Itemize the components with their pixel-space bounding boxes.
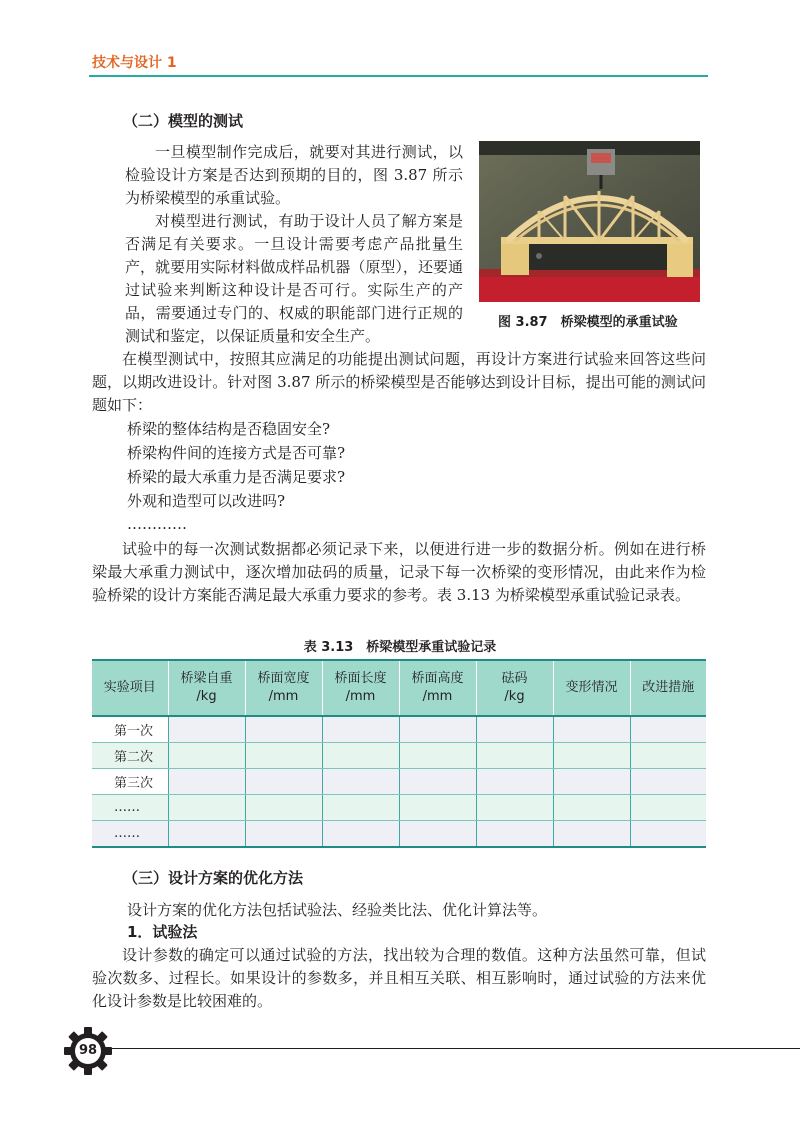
table-cell: [245, 795, 322, 821]
header-rule: [89, 75, 708, 77]
table-cell: [476, 716, 553, 743]
table-cell: [630, 821, 706, 848]
table-cell: [476, 821, 553, 848]
header-cell-deformation: 变形情况: [553, 660, 630, 716]
header-cell-weights: 砝码 /kg: [476, 660, 553, 716]
table-cell: [630, 769, 706, 795]
question-item: 外观和造型可以改进吗?: [127, 492, 286, 510]
paragraph-5: 设计参数的确定可以通过试验的方法，找出较为合理的数值。这种方法虽然可靠，但试验次数多、过程长。如果设计的参数多，并且相互关联、相互影响时，通过试验的方法来优化设计参数是比较困难的。: [92, 946, 706, 1010]
table-cell: [553, 716, 630, 743]
table-cell: [476, 743, 553, 769]
table-cell: [553, 821, 630, 848]
paragraph-1: 一旦模型制作完成后，就要对其进行测试，以检验设计方案是否达到预期的目的，图 3.87 所示为桥梁模型的承重试验。: [125, 143, 463, 207]
paragraph-2: 对模型进行测试，有助于设计人员了解方案是否满足有关要求。一旦设计需要考虑产品批量生产，就要用实际材料做成样品机器（原型），还要通过试验来判断这种设计是否可行。实际生产的产品，需要通过专门的、权威的职能部门进行正规的测试和鉴定，以保证质量和安全生产。: [125, 212, 463, 345]
section-heading-optimization: （三）设计方案的优化方法: [123, 869, 304, 887]
table-cell: [322, 821, 399, 848]
row-label: 第二次: [92, 743, 168, 769]
subheading-trial-method: 1．试验法: [127, 923, 198, 941]
bridge-model-photo: [479, 141, 700, 302]
table-cell: [168, 716, 245, 743]
table-cell: [553, 795, 630, 821]
table-cell: [245, 716, 322, 743]
table-cell: [322, 716, 399, 743]
table-cell: [399, 716, 476, 743]
paragraph-4: 试验中的每一次测试数据都必须记录下来，以便进行进一步的数据分析。例如在进行桥梁最大承重力测试中，逐次增加砝码的质量，记录下每一次桥梁的变形情况，由此来作为检验桥梁的设计方案能否满足最大承重力要求的参考。表 3.13 为桥梁模型承重试验记录表。: [92, 540, 706, 604]
table-cell: [399, 795, 476, 821]
table-cell: [399, 821, 476, 848]
header-cell-test-item: 实验项目: [92, 660, 168, 716]
table-cell: [476, 769, 553, 795]
page-number: 98: [78, 1043, 98, 1058]
header-cell-deck-width: 桥面宽度 /mm: [245, 660, 322, 716]
table-row: [92, 795, 706, 821]
optimization-intro: 设计方案的优化方法包括试验法、经验类比法、优化计算法等。: [127, 901, 548, 919]
table-cell: [553, 769, 630, 795]
table-cell: [630, 743, 706, 769]
header-cell-deck-height: 桥面高度 /mm: [399, 660, 476, 716]
question-item: 桥梁构件间的连接方式是否可靠?: [127, 444, 346, 462]
table-cell: [322, 769, 399, 795]
row-label: 第三次: [92, 769, 168, 795]
table-cell: [168, 769, 245, 795]
table-cell: [630, 795, 706, 821]
test-record-table: [92, 659, 706, 848]
header-cell-improvement: 改进措施: [630, 660, 706, 716]
table-row: [92, 769, 706, 795]
paragraph-3: 在模型测试中，按照其应满足的功能提出测试问题，再设计方案进行试验来回答这些问题，以期改进设计。针对图 3.87 所示的桥梁模型是否能够达到设计目标，提出可能的测试问题如下：: [92, 350, 706, 414]
table-caption: 表 3.13 桥梁模型承重试验记录: [303, 640, 497, 655]
question-item: 桥梁的整体结构是否稳固安全?: [127, 420, 331, 438]
table-cell: [476, 795, 553, 821]
question-ellipsis: …………: [127, 515, 187, 533]
row-label: 第一次: [92, 716, 168, 743]
running-header: 技术与设计 1: [92, 55, 177, 71]
table-row: [92, 716, 706, 743]
table-cell: [245, 821, 322, 848]
table-cell: [630, 716, 706, 743]
table-cell: [322, 795, 399, 821]
question-item: 桥梁的最大承重力是否满足要求?: [127, 468, 346, 486]
header-cell-bridge-weight: 桥梁自重 /kg: [168, 660, 245, 716]
row-label: ……: [92, 821, 168, 848]
table-row: [92, 743, 706, 769]
table-cell: [322, 743, 399, 769]
figure-caption: 图 3.87 桥梁模型的承重试验: [498, 315, 678, 330]
table-cell: [245, 769, 322, 795]
table-cell: [553, 743, 630, 769]
table-cell: [168, 795, 245, 821]
table-header-row: [92, 660, 706, 716]
table-cell: [168, 821, 245, 848]
table-cell: [399, 769, 476, 795]
header-cell-deck-length: 桥面长度 /mm: [322, 660, 399, 716]
footer-rule: [110, 1048, 800, 1049]
section-heading-model-test: （二）模型的测试: [123, 112, 244, 130]
table-cell: [399, 743, 476, 769]
table-cell: [245, 743, 322, 769]
table-row: [92, 821, 706, 848]
table-cell: [168, 743, 245, 769]
row-label: ……: [92, 795, 168, 821]
